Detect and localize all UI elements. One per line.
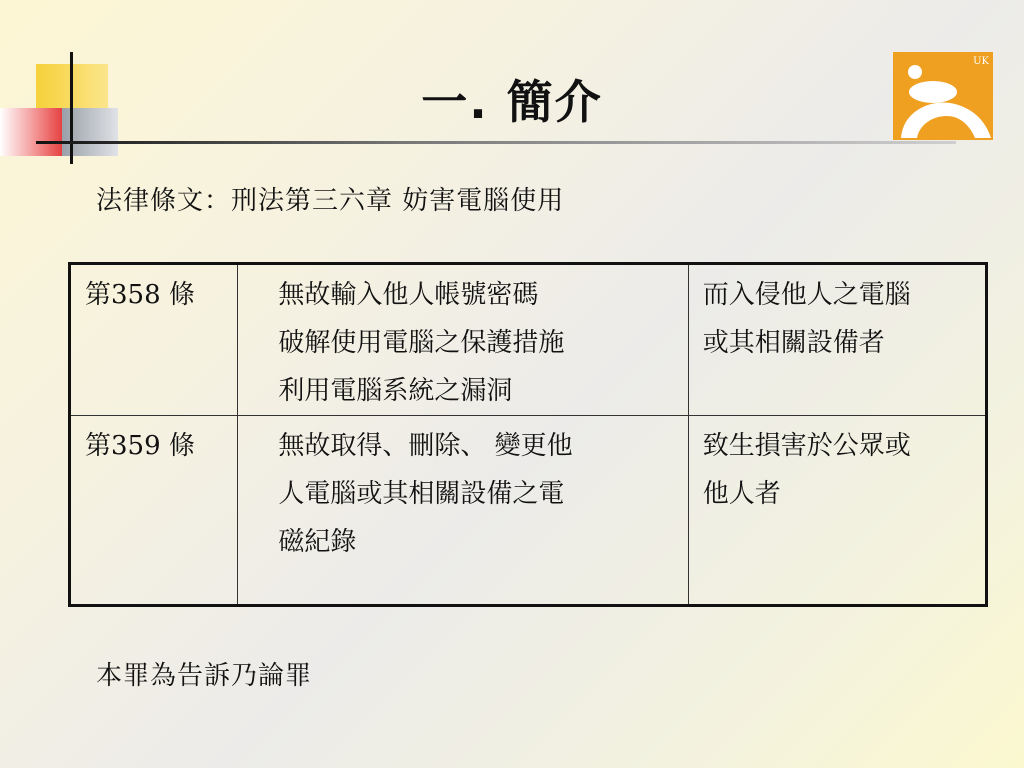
- result-line: 或其相關設備者: [702, 328, 885, 358]
- article-cell: [70, 264, 238, 416]
- result-cell: [688, 264, 986, 416]
- conduct-line: 磁紀錄: [278, 527, 357, 557]
- logo-text: UK: [973, 56, 989, 67]
- table-row: [70, 416, 987, 606]
- table-row: [70, 264, 987, 416]
- result-cell: [688, 416, 986, 606]
- conduct-line: 人電腦或其相關設備之電: [278, 479, 565, 509]
- result-line: 他人者: [702, 479, 781, 509]
- law-table: [68, 262, 988, 607]
- conduct-line: 無故輸入他人帳號密碼: [278, 280, 539, 310]
- law-subtitle: 法律條文：刑法第三六章 妨害電腦使用: [96, 186, 565, 216]
- result-line: 而入侵他人之電腦: [702, 280, 911, 310]
- conduct-cell: [238, 416, 688, 606]
- conduct-line: 破解使用電腦之保護措施: [278, 328, 565, 358]
- uk-logo-icon: [893, 52, 993, 140]
- footer-note: 本罪為告訴乃論罪: [96, 661, 313, 691]
- article-label: 第358 條: [85, 280, 195, 310]
- conduct-cell: [238, 264, 688, 416]
- title-underline: [36, 141, 956, 144]
- article-label: 第359 條: [85, 431, 195, 461]
- article-cell: [70, 416, 238, 606]
- slide-title: 一. 簡介: [421, 75, 603, 129]
- conduct-line: 利用電腦系統之漏洞: [278, 376, 513, 406]
- result-line: 致生損害於公眾或: [702, 431, 911, 461]
- conduct-line: 無故取得、刪除、 變更他: [278, 431, 573, 461]
